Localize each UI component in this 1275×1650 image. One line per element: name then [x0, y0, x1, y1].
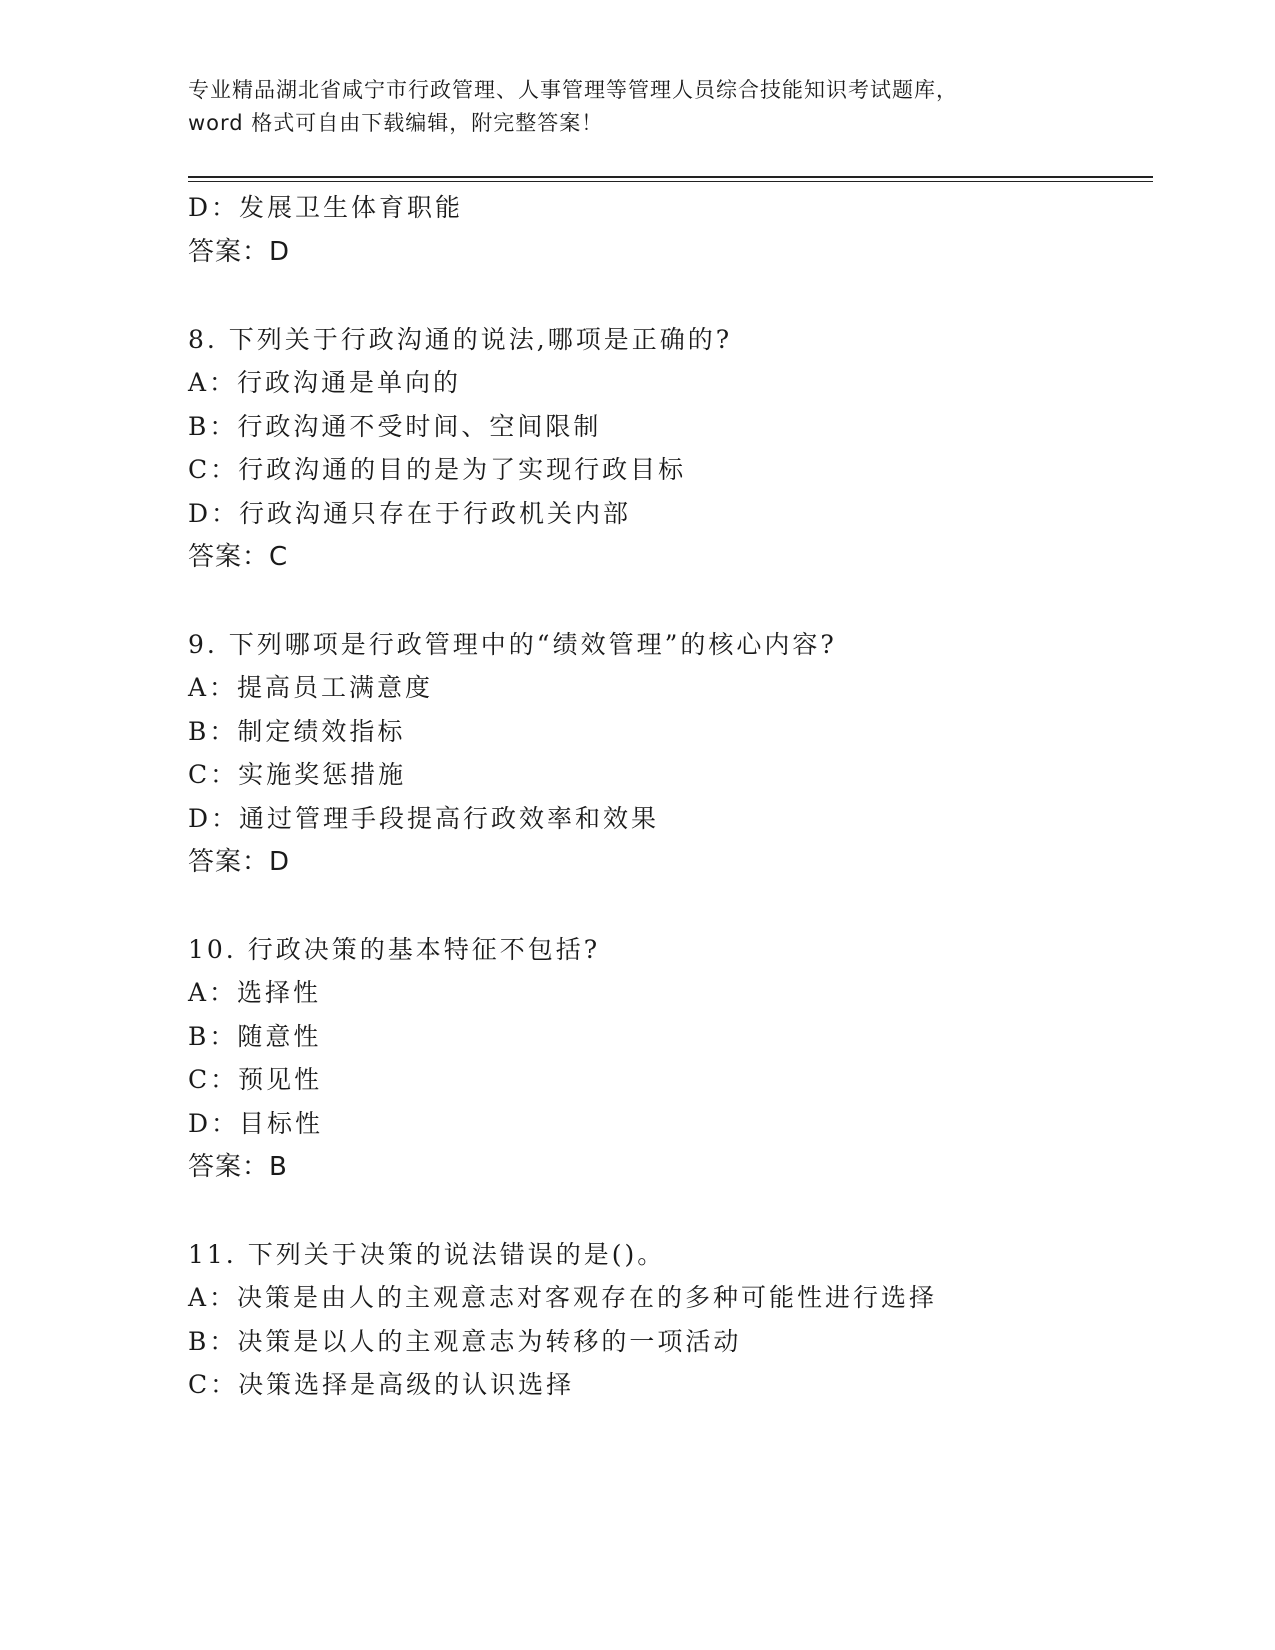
question-11-option-b: B：决策是以人的主观意志为转移的一项活动	[188, 1327, 742, 1356]
question-9-option-b: B：制定绩效指标	[188, 717, 406, 746]
question-10-option-c: C：预见性	[188, 1065, 323, 1094]
question-10-option-a: A：选择性	[188, 978, 322, 1007]
header-line-2: word 格式可自由下载编辑，附完整答案！	[188, 111, 604, 135]
question-8-option-b: B：行政沟通不受时间、空间限制	[188, 412, 602, 441]
question-10-option-d: D：目标性	[188, 1109, 324, 1138]
question-9-answer: 答案：D	[188, 847, 291, 877]
question-9-stem: 9. 下列哪项是行政管理中的“绩效管理”的核心内容?	[188, 630, 837, 659]
question-8-option-a: A：行政沟通是单向的	[188, 368, 462, 397]
question-11-option-c: C：决策选择是高级的认识选择	[188, 1370, 575, 1399]
question-10-stem: 10. 行政决策的基本特征不包括?	[188, 935, 601, 964]
question-10-answer: 答案：B	[188, 1152, 288, 1182]
prev-option-d: D：发展卫生体育职能	[188, 193, 464, 222]
header-divider	[188, 176, 1153, 178]
header-divider-thin	[188, 181, 1153, 182]
question-8-option-c: C：行政沟通的目的是为了实现行政目标	[188, 455, 687, 484]
question-11-stem: 11. 下列关于决策的说法错误的是()。	[188, 1240, 666, 1269]
question-10-option-b: B：随意性	[188, 1022, 322, 1051]
question-9-option-d: D：通过管理手段提高行政效率和效果	[188, 804, 660, 833]
question-9-option-a: A：提高员工满意度	[188, 673, 434, 702]
question-8-stem: 8. 下列关于行政沟通的说法,哪项是正确的?	[188, 325, 733, 354]
question-8-option-d: D：行政沟通只存在于行政机关内部	[188, 499, 632, 528]
page-header	[188, 74, 1068, 140]
question-9-option-c: C：实施奖惩措施	[188, 760, 407, 789]
question-11-option-a: A：决策是由人的主观意志对客观存在的多种可能性进行选择	[188, 1283, 938, 1312]
prev-answer: 答案：D	[188, 237, 291, 267]
question-8-answer: 答案：C	[188, 542, 289, 572]
header-line-1: 专业精品湖北省咸宁市行政管理、人事管理等管理人员综合技能知识考试题库，	[188, 78, 958, 102]
